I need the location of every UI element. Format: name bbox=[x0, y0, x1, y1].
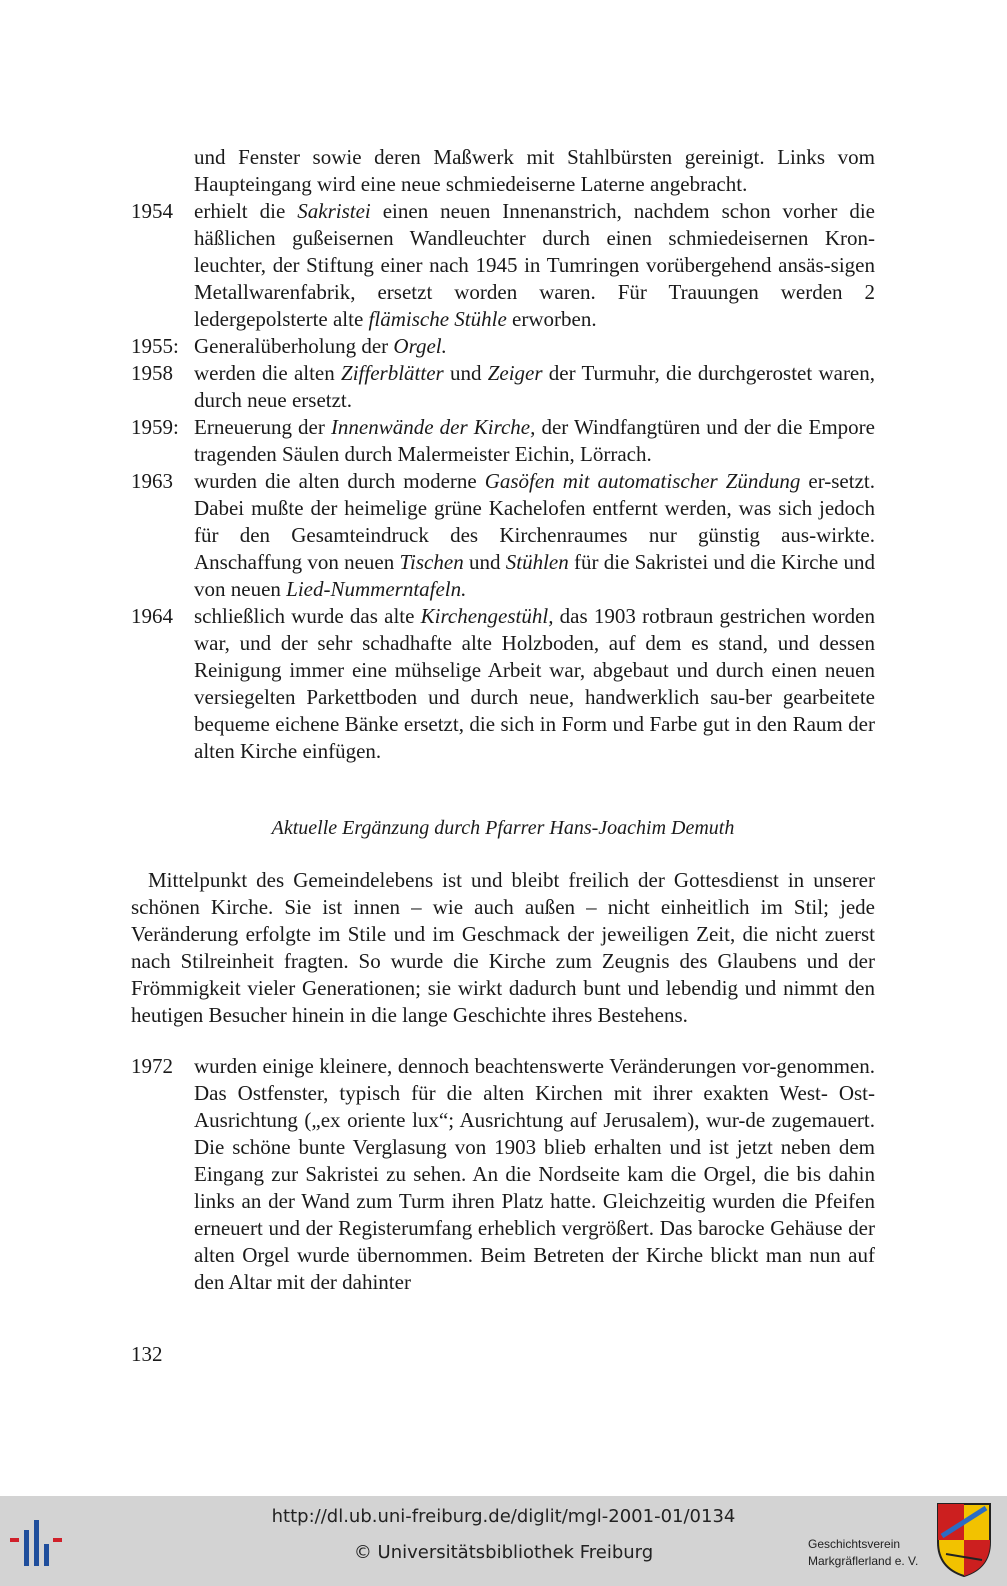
page-number: 132 bbox=[131, 1342, 163, 1366]
publisher-name: Geschichtsverein Markgräflerland e. V. bbox=[808, 1537, 919, 1568]
entry-text: erhielt die Sakristei einen neuen Innenanstrich, nachdem schon vorher die häßlichen gußeisernen Wandleuchter durch einen schmiedeisernen Kron-leuchter, der Stiftung einer nach 1945 in Tumringen vorübergehend ansäs-sigen Metallwarenfabrik, ersetzt worden waren. Für Trauungen werden 2 ledergepolsterte alte flämische Stühle erworben. bbox=[194, 199, 875, 331]
entry-year: 1963 bbox=[131, 469, 173, 493]
entry-text: Generalüberholung der Orgel. bbox=[194, 334, 447, 358]
chronicle-entries bbox=[131, 144, 875, 765]
continuation-text: und Fenster sowie deren Maßwerk mit Stahlbürsten gereinigt. Links vom Haupteingang wird eine neue schmiedeiserne Laterne angebracht. bbox=[194, 145, 875, 196]
copyright-text: © Universitätsbibliothek Freiburg bbox=[353, 1542, 654, 1563]
entry-year: 1959: bbox=[131, 415, 179, 439]
entry-text: schließlich wurde das alte Kirchengestühl, das 1903 rotbraun gestrichen worden war, und der sehr schadhafte alte Holzboden, auf dem es stand, und dessen Reinigung immer eine mühselige Arbeit war, abgebaut und durch einen neuen versiegelten Parkettboden und durch neue, handwerklich sau-ber gearbeitete bequeme eichene Bänke ersetzt, die sich in Form und Farbe gut in den Raum der alten Kirche einfügen. bbox=[194, 604, 875, 763]
entry-1964 bbox=[131, 603, 875, 765]
section-heading: Aktuelle Ergänzung durch Pfarrer Hans-Joachim Demuth bbox=[271, 817, 735, 839]
entry-year: 1964 bbox=[131, 604, 173, 628]
entry-1958 bbox=[131, 360, 875, 414]
entry-text: wurden die alten durch moderne Gasöfen mit automatischer Zündung er-setzt. Dabei mußte der heimelige grüne Kachelofen entfernt werden, was sich jedoch für den Gesamteindruck des Kirchenraumes nur günstig aus-wirkte. Anschaffung von neuen Tischen und Stühlen für die Sakristei und die Kirche und von neuen Lied-Nummerntafeln. bbox=[194, 469, 876, 601]
entry-1955 bbox=[131, 333, 875, 360]
entry-year: 1958 bbox=[131, 361, 173, 385]
entry-1954 bbox=[131, 198, 875, 333]
entry-year: 1972 bbox=[131, 1054, 173, 1078]
entry-text: werden die alten Zifferblätter und Zeiger der Turmuhr, die durchgerostet waren, durch neue ersetzt. bbox=[194, 361, 876, 412]
entry-1963 bbox=[131, 468, 875, 603]
footer-bar bbox=[0, 1496, 1007, 1586]
body-paragraph: Mittelpunkt des Gemeindelebens ist und bleibt freilich der Gottesdienst in unserer schönen Kirche. Sie ist innen – wie auch außen – nicht einheitlich im Stil; jede Veränderung erfolgte im Stile und im Geschmack der jeweiligen Zeit, die nicht zuerst nach Stilreinheit fragten. So wurde die Kirche zum Zeugnis des Glaubens und der Frömmigkeit vieler Generationen; sie wirkt dadurch bunt und lebendig und nimmt den heutigen Besucher hinein in die lange Geschichte ihres Bestehens. bbox=[131, 868, 875, 1027]
entry-year: 1955: bbox=[131, 334, 179, 358]
document-url-link[interactable]: http://dl.ub.uni-freiburg.de/diglit/mgl-2001-01/0134 bbox=[271, 1506, 736, 1527]
entry-1959 bbox=[131, 414, 875, 468]
entry-text: Erneuerung der Innenwände der Kirche, der Windfangtüren und der die Empore tragenden Säulen durch Malermeister Eichin, Lörrach. bbox=[194, 415, 875, 466]
entry-1972 bbox=[131, 1053, 875, 1296]
entry-1972-block bbox=[131, 1053, 875, 1296]
entry-text: wurden einige kleinere, dennoch beachtenswerte Veränderungen vor-genommen. Das Ostfenster, typisch für die alten Kirchen mit ihrer exakten West- Ost-Ausrichtung („ex oriente lux“; Ausrichtung auf Jerusalem), wur-de zugemauert. Die schöne bunte Verglasung von 1903 blieb erhalten und ist jetzt neben dem Eingang zur Sakristei zu sehen. An die Nordseite kam die Orgel, die bis dahin links an der Wand zum Turm ihren Platz hatte. Gleichzeitig wurden die Pfeifen erneuert und der Registerumfang erheblich vergrößert. Das barocke Gehäuse der alten Orgel wurde übernommen. Beim Betreten der Kirche blickt man nun auf den Altar mit der dahinter bbox=[194, 1054, 875, 1294]
entry-year: 1954 bbox=[131, 199, 173, 223]
coat-of-arms-icon bbox=[936, 1502, 992, 1578]
